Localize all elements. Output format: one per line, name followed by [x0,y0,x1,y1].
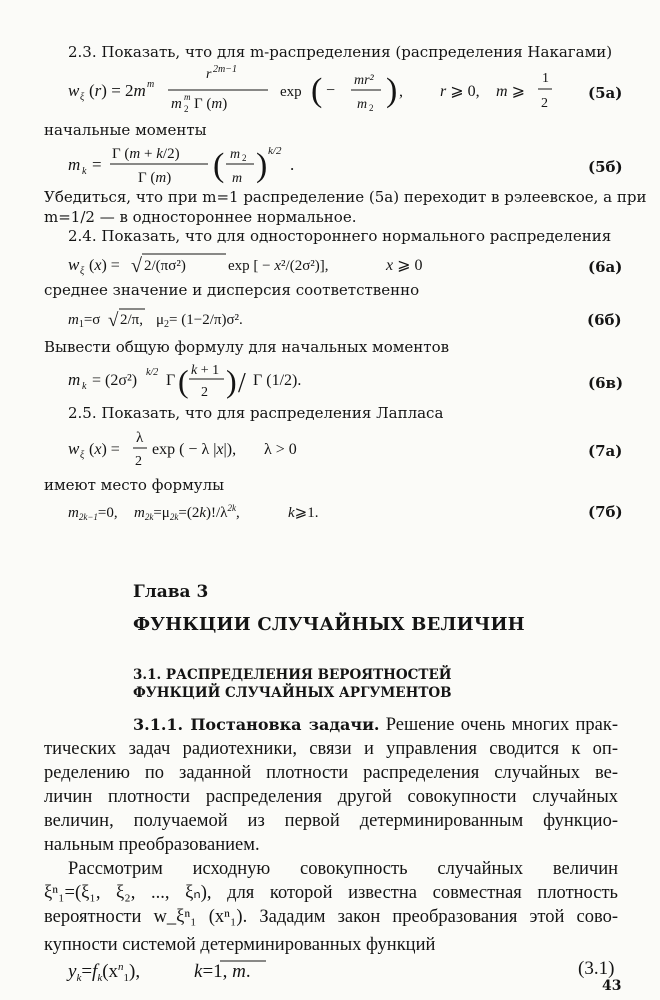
svg-text:λ: λ [136,430,144,446]
svg-text:w: w [68,255,80,274]
svg-text:/: / [238,368,246,399]
paragraph-2-line-2: ξⁿ₁=(ξ₁, ξ₂, ..., ξₙ), для которой известна совместная плотность [44,883,618,903]
svg-text:Γ: Γ [166,372,176,389]
svg-text:2m−1: 2m−1 [213,64,237,75]
svg-text:Γ (m): Γ (m) [194,96,228,112]
svg-text:k⩾1.: k⩾1. [288,505,319,521]
svg-text:ξ: ξ [80,92,85,103]
svg-text:−: − [326,82,336,99]
svg-text:2: 2 [369,103,374,113]
svg-text:Γ (m + k/2): Γ (m + k/2) [112,146,180,162]
paragraph-1-line-5: величин, получаемой из первой детерминированным функцио- [44,811,618,831]
svg-text:(: ( [311,72,323,109]
svg-text:): ) [386,72,398,109]
svg-text:(: ( [213,147,225,184]
equation-6b-tag: (6б) [587,311,622,329]
moments-text: начальные моменты [44,121,207,139]
section-title-line-1: 3.1. РАСПРЕДЕЛЕНИЯ ВЕРОЯТНОСТЕЙ [133,667,452,683]
svg-text:k/2: k/2 [146,367,159,378]
equation-7a [68,428,328,477]
equation-7b-formula [68,502,348,524]
svg-text:1: 1 [542,71,549,86]
svg-text:= (2σ²): = (2σ²) [92,372,138,389]
equation-7a-formula [68,428,328,472]
equation-6b-formula [68,307,298,331]
paragraph-1-line-4: личин плотности распределения другой совокупности случайных [44,787,618,807]
svg-text:2/(πσ²): 2/(πσ²) [144,258,186,274]
equation-7a-tag: (7а) [588,442,623,460]
svg-text:yk=fk(xn1),: $y_k=f_k(x^n_1)$, [68,961,141,984]
svg-text:2: 2 [201,385,208,400]
svg-text:r ⩾ 0,: r ⩾ 0, [440,83,480,100]
svg-text:2/π,: 2/π, [120,312,143,328]
equation-6v-formula [68,358,348,406]
paragraph-1-line-6: нальным преобразованием. [44,835,260,855]
svg-text:k=1, m.: k=1, m. [194,961,251,982]
equation-5b-tag: (5б) [588,158,623,176]
svg-text:m: m [147,79,155,90]
equation-5b-formula [68,140,368,190]
check-line-1: Убедиться, что при m=1 распределение (5а) переходит в рэлеевское, а при [44,188,647,206]
paragraph-2-line-4: купности системой детерминированных функций [44,935,436,955]
equation-6v-tag: (6в) [588,374,624,392]
svg-text:w: w [68,439,80,458]
equation-5b [68,140,608,190]
svg-text:,: , [399,83,403,100]
svg-text:k: k [82,166,87,177]
problem-2-3-intro: 2.3. Показать, что для m-распределения (распределения Накагами) [68,43,613,61]
svg-text:r: r [206,67,212,82]
paragraph-1-line-1 [133,713,618,737]
problem-2-4-intro: 2.4. Показать, что для одностороннего нормального распределения [68,227,612,245]
svg-text:ξ: ξ [80,266,85,277]
svg-text:=: = [92,155,102,174]
svg-text:m: m [357,97,368,112]
equation-3-1-formula [68,958,308,984]
svg-text:m2k−1=0,: $m_{2k-1}=0$, [68,505,118,522]
svg-text:k + 1: k + 1 [191,363,220,378]
svg-text:m1=σ: $m_1=\sigma$ [68,312,101,330]
svg-text:m: m [230,147,241,162]
svg-text:(r) = 2m: (r) = 2m [89,81,146,100]
svg-text:exp ( − λ |x|),: exp ( − λ |x|), [152,441,237,458]
equation-3-1 [68,958,308,988]
svg-text:Γ (1/2).: Γ (1/2). [253,372,302,389]
svg-text:k/2: k/2 [268,145,282,157]
section-title-line-2: ФУНКЦИЙ СЛУЧАЙНЫХ АРГУМЕНТОВ [133,685,452,701]
chapter-label: Глава 3 [133,582,209,602]
svg-text:m ⩾: m ⩾ [496,83,525,100]
chapter-title: ФУНКЦИИ СЛУЧАЙНЫХ ВЕЛИЧИН [133,614,525,635]
svg-text:exp: exp [280,84,302,100]
page-number: 43 [602,978,622,994]
equation-6a-tag: (6а) [588,258,623,276]
equation-5a-formula [68,62,549,114]
svg-text:m: m [184,92,191,102]
svg-text:λ > 0: λ > 0 [264,441,297,458]
paragraph-2-line-1: Рассмотрим исходную совокупность случайных величин [68,859,618,879]
mean-variance-text: среднее значение и дисперсия соответственно [44,281,420,299]
equation-6a [68,252,423,283]
svg-text:(: ( [178,363,189,399]
svg-text:2: 2 [184,104,189,114]
svg-text:Γ (m): Γ (m) [138,170,172,186]
svg-text:.: . [290,155,295,174]
svg-text:m: m [68,155,81,174]
svg-text:2: 2 [541,96,548,111]
svg-text:(x) =: (x) = [89,257,120,274]
svg-text:ξ: ξ [80,450,85,461]
svg-text:μ2= (1−2/π)σ².: $\mu_2= (1-2/\pi)\sigma^2$. [156,312,243,330]
svg-text:m: m [68,370,81,389]
svg-text:m: m [232,171,243,186]
equation-6a-formula [68,252,423,278]
paragraph-2-line-3: вероятности w_ξⁿ₁ (xⁿ₁). Зададим закон преобразования этой сово- [44,907,618,927]
svg-text:): ) [226,363,237,399]
equation-6b [68,307,298,336]
svg-text:√: √ [108,310,119,331]
equation-3-1-tag: (3.1) [578,958,615,979]
equation-7b-tag: (7б) [588,503,623,521]
check-line-2: m=1/2 — в одностороннее нормальное. [44,208,357,226]
equation-6v [68,358,348,411]
paragraph-1-line-3: ределению по заданной плотности распределения случайных ве- [44,763,618,783]
derive-text: Вывести общую формулу для начальных моментов [44,338,450,356]
problem-2-5-intro: 2.5. Показать, что для распределения Лапласа [68,404,444,422]
paragraph-1-line-2: тических задач радиотехники, связи и управления сводится к оп- [44,739,618,759]
subsection-label: 3.1.1. Постановка задачи. [133,715,380,734]
equation-7b [68,502,348,529]
equation-5a-tag: (5а) [588,84,623,102]
svg-text:): ) [256,147,268,184]
svg-text:m2k=μ2k=(2k)!/λ2k,: $m_{2k}=\mu_{2k}=(2k)!/\lambda^{2k}$, [134,503,240,522]
svg-text:m: m [171,96,182,112]
svg-text:w: w [68,81,80,100]
svg-text:(x) =: (x) = [89,441,120,458]
formulas-text: имеют место формулы [44,476,225,494]
paragraph-1-text: Решение очень многих прак- [385,715,618,735]
svg-text:k: k [82,381,87,392]
svg-text:2: 2 [242,153,247,163]
svg-text:mr²: mr² [354,73,374,88]
svg-text:x ⩾ 0: x ⩾ 0 [386,257,423,274]
equation-5a [68,62,608,112]
svg-text:2: 2 [135,454,142,469]
svg-text:√: √ [131,255,142,277]
svg-text:exp [ − x²/(2σ²)],: exp [ − x²/(2σ²)], [228,258,329,274]
